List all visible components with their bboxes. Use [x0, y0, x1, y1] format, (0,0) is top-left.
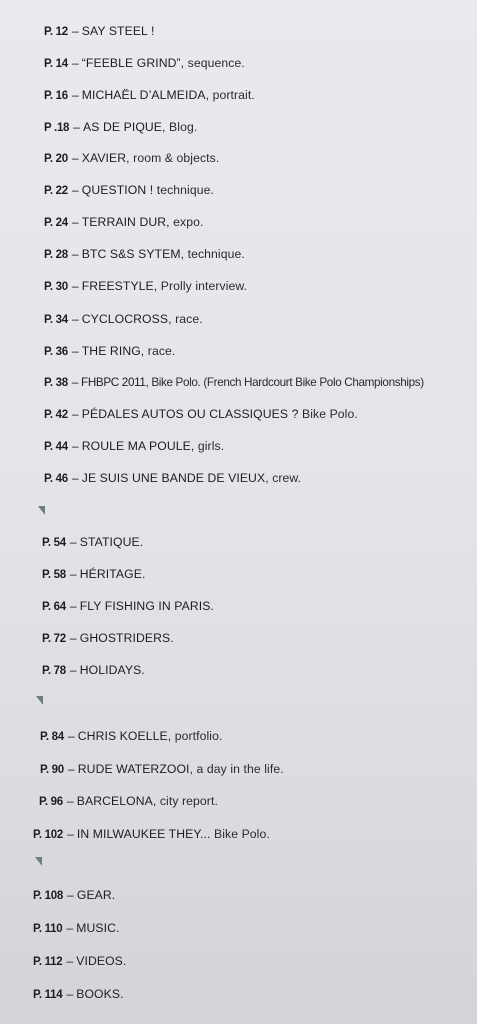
dash: –: [71, 247, 79, 261]
dash: –: [66, 888, 74, 902]
page-number: P. 38: [44, 377, 68, 389]
dash: –: [71, 376, 79, 389]
dash: –: [71, 183, 79, 197]
entry-title: RUDE WATERZOOI,: [77, 762, 194, 776]
page-number: P. 12: [44, 26, 68, 38]
toc-entry: [44, 214, 203, 231]
entry-title: HOLIDAYS.: [79, 663, 145, 677]
entry-description: technique.: [187, 247, 245, 261]
page-number: P. 20: [44, 153, 68, 165]
entry-title: BARCELONA,: [76, 794, 157, 808]
entry-title: QUESTION !: [81, 183, 154, 197]
dash: –: [71, 471, 79, 485]
entry-description: crew.: [272, 471, 302, 485]
entry-title: BOOKS.: [76, 987, 124, 1001]
toc-entry: [44, 150, 219, 167]
page-number: P. 42: [44, 409, 68, 421]
dash: –: [69, 663, 77, 677]
toc-entry: [44, 246, 245, 263]
entry-title: THE RING,: [81, 344, 145, 358]
page-number: P. 108: [33, 890, 63, 902]
toc-entry: [42, 534, 143, 551]
entry-title: CHRIS KOELLE,: [77, 729, 172, 743]
page-number: P. 28: [44, 249, 68, 261]
entry-description: expo.: [173, 215, 204, 229]
section-marker-icon: [38, 506, 45, 515]
page-number: P. 46: [44, 473, 68, 485]
dash: –: [67, 762, 75, 776]
toc-entry: [42, 566, 145, 583]
toc-entry: [44, 182, 214, 199]
page-number: P. 112: [33, 956, 63, 968]
entry-description: Bike Polo. (French Hardcourt Bike Polo Championships): [151, 376, 424, 389]
entry-title: STATIQUE.: [79, 535, 144, 549]
entry-title: PÉDALES AUTOS OU CLASSIQUES ?: [81, 407, 299, 421]
page-number: P. 114: [33, 989, 63, 1001]
entry-description: girls.: [197, 439, 225, 453]
dash: –: [66, 827, 74, 841]
toc-entry: [44, 311, 203, 328]
entry-title: FHBPC 2011,: [81, 376, 149, 389]
toc-entry: [44, 55, 245, 72]
page-number: P .18: [44, 122, 70, 134]
entry-title: GHOSTRIDERS.: [79, 631, 174, 645]
dash: –: [66, 794, 74, 808]
toc-entry: [42, 630, 174, 647]
page-number: P. 44: [44, 441, 68, 453]
dash: –: [71, 344, 79, 358]
entry-title: FLY FISHING IN PARIS.: [79, 599, 214, 613]
toc-entry: [33, 986, 124, 1003]
toc-entry: [40, 761, 284, 778]
toc-entry: [39, 793, 218, 810]
entry-description: race.: [175, 312, 203, 326]
entry-title: GEAR.: [76, 888, 116, 902]
entry-description: Bike Polo.: [301, 407, 358, 421]
toc-entry: [44, 119, 197, 136]
toc-entry: [33, 826, 270, 843]
entry-title: CYCLOCROSS,: [81, 312, 172, 326]
toc-entry: [33, 920, 120, 937]
entry-title: AS DE PIQUE,: [83, 120, 166, 134]
toc-entry: [44, 470, 301, 487]
page-number: P. 72: [42, 633, 66, 645]
dash: –: [69, 535, 77, 549]
entry-title: JE SUIS UNE BANDE DE VIEUX,: [81, 471, 269, 485]
page-number: P. 64: [42, 601, 66, 613]
page-number: P. 14: [44, 58, 68, 70]
toc-entry: [44, 438, 224, 455]
page-number: P. 84: [40, 731, 64, 743]
page-number: P. 22: [44, 185, 68, 197]
page-number: P. 30: [44, 281, 68, 293]
section-marker-icon: [36, 696, 43, 705]
page-number: P. 16: [44, 90, 68, 102]
page-number: P. 58: [42, 569, 66, 581]
dash: –: [66, 954, 74, 968]
dash: –: [71, 439, 79, 453]
toc-entry: [33, 887, 115, 904]
entry-title: XAVIER,: [81, 151, 130, 165]
toc-entry: [44, 375, 424, 391]
entry-title: IN MILWAUKEE THEY...: [76, 827, 211, 841]
dash: –: [73, 120, 81, 134]
entry-title: VIDEOS.: [76, 954, 127, 968]
dash: –: [71, 24, 79, 38]
entry-description: sequence.: [187, 56, 245, 70]
entry-description: Prolly interview.: [160, 279, 248, 293]
entry-title: BTC S&S SYTEM,: [81, 247, 185, 261]
page-number: P. 110: [33, 923, 63, 935]
dash: –: [71, 151, 79, 165]
page-number: P. 34: [44, 314, 68, 326]
entry-description: race.: [147, 344, 176, 358]
page-number: P. 96: [39, 796, 63, 808]
section-marker-icon: [35, 857, 42, 866]
dash: –: [69, 567, 77, 581]
page-number: P. 24: [44, 217, 68, 229]
page-number: P. 36: [44, 346, 68, 358]
entry-title: SAY STEEL !: [81, 24, 155, 38]
dash: –: [67, 729, 75, 743]
dash: –: [71, 279, 79, 293]
dash: –: [71, 407, 79, 421]
entry-description: Bike Polo.: [213, 827, 270, 841]
entry-title: MUSIC.: [76, 921, 120, 935]
toc-entry: [44, 23, 154, 40]
dash: –: [69, 631, 77, 645]
dash: –: [71, 215, 79, 229]
dash: –: [71, 88, 79, 102]
toc-entry: [44, 406, 358, 423]
entry-title: TERRAIN DUR,: [81, 215, 170, 229]
toc-entry: [42, 662, 145, 679]
entry-description: portfolio.: [174, 729, 223, 743]
dash: –: [71, 312, 79, 326]
toc-entry: [44, 343, 175, 360]
entry-description: a day in the life.: [196, 762, 284, 776]
dash: –: [71, 56, 79, 70]
entry-description: Blog.: [169, 120, 198, 134]
page-number: P. 78: [42, 665, 66, 677]
page-number: P. 90: [40, 764, 64, 776]
entry-description: city report.: [159, 794, 218, 808]
entry-description: technique.: [156, 183, 214, 197]
page-number: P. 102: [33, 829, 63, 841]
toc-entry: [42, 598, 214, 615]
toc-entry: [33, 953, 126, 970]
dash: –: [66, 987, 74, 1001]
dash: –: [69, 599, 77, 613]
toc-entry: [40, 728, 222, 745]
entry-description: room & objects.: [133, 151, 220, 165]
dash: –: [66, 921, 74, 935]
toc-entry: [44, 278, 247, 295]
entry-title: FREESTYLE,: [81, 279, 158, 293]
entry-title: “FEEBLE GRIND”,: [81, 56, 185, 70]
page-number: P. 54: [42, 537, 66, 549]
toc-entry: [44, 87, 255, 104]
entry-description: portrait.: [212, 88, 255, 102]
entry-title: MICHAËL D’ALMEIDA,: [81, 88, 210, 102]
entry-title: HÉRITAGE.: [79, 567, 146, 581]
entry-title: ROULE MA POULE,: [81, 439, 195, 453]
